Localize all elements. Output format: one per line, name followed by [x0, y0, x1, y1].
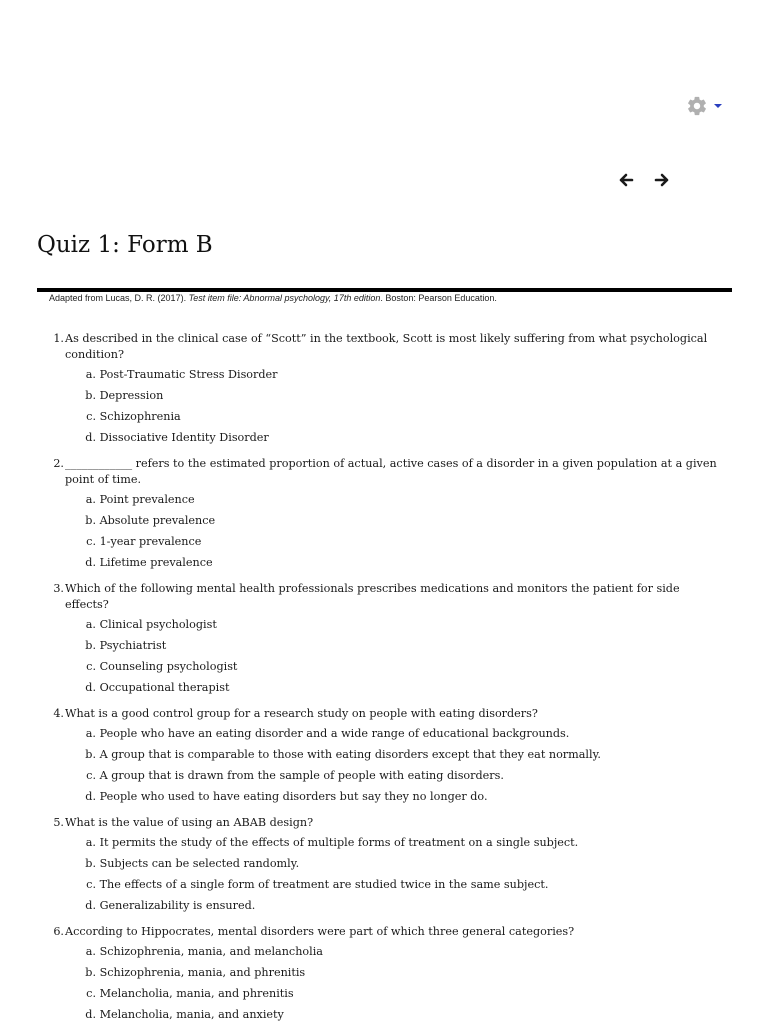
option-text: Melancholia, mania, and anxiety	[99, 1008, 284, 1021]
citation-title: Test item file: Abnormal psychology, 17th edition	[188, 293, 381, 303]
option-letter: b.	[85, 514, 96, 527]
question-number: 2.	[53, 457, 64, 470]
option-letter: b.	[85, 639, 96, 652]
option-letter: d.	[85, 431, 96, 444]
option-text: People who have an eating disorder and a wide range of educational backgrounds.	[99, 727, 570, 740]
question-text: Which of the following mental health professionals prescribes medications and monitors the patient for side effects?	[65, 582, 680, 611]
answer-option	[83, 430, 719, 451]
question-stem	[49, 581, 719, 613]
question-text: ____________ refers to the estimated proportion of actual, active cases of a disorder in a given population at a given point of time.	[65, 457, 717, 486]
question-number: 1.	[53, 332, 64, 345]
option-letter: a.	[85, 945, 96, 958]
answer-options	[83, 367, 719, 451]
answer-option	[83, 965, 719, 986]
option-letter: b.	[85, 389, 96, 402]
caret-down-icon	[714, 103, 722, 109]
question-list	[49, 331, 719, 1033]
page-navigation	[618, 172, 670, 188]
option-text: Depression	[99, 389, 164, 402]
answer-option	[83, 534, 719, 555]
answer-option	[83, 367, 719, 388]
answer-option	[83, 986, 719, 1007]
answer-options	[83, 492, 719, 576]
option-letter: c.	[86, 769, 96, 782]
question-number: 4.	[53, 707, 64, 720]
option-text: Psychiatrist	[99, 639, 167, 652]
option-text: Lifetime prevalence	[99, 556, 213, 569]
answer-option	[83, 513, 719, 534]
question-number: 6.	[53, 925, 64, 938]
answer-option	[83, 638, 719, 659]
answer-option	[83, 617, 719, 638]
option-text: Schizophrenia, mania, and phrenitis	[99, 966, 306, 979]
answer-option	[83, 726, 719, 747]
arrow-left-icon[interactable]	[618, 172, 634, 188]
answer-option	[83, 747, 719, 768]
option-letter: c.	[86, 660, 96, 673]
option-letter: d.	[85, 681, 96, 694]
option-letter: c.	[86, 535, 96, 548]
answer-option	[83, 789, 719, 810]
option-text: Absolute prevalence	[99, 514, 216, 527]
answer-option	[83, 555, 719, 576]
option-letter: c.	[86, 878, 96, 891]
question-stem	[49, 924, 719, 940]
option-letter: b.	[85, 966, 96, 979]
answer-options	[83, 835, 719, 919]
option-letter: c.	[86, 987, 96, 1000]
option-text: A group that is comparable to those with eating disorders except that they eat normally.	[99, 748, 601, 761]
answer-options	[83, 617, 719, 701]
option-text: Subjects can be selected randomly.	[99, 857, 300, 870]
option-letter: a.	[85, 368, 96, 381]
answer-option	[83, 835, 719, 856]
question-text: What is a good control group for a research study on people with eating disorders?	[65, 707, 538, 720]
option-letter: a.	[85, 493, 96, 506]
option-letter: c.	[86, 410, 96, 423]
option-text: Schizophrenia	[99, 410, 181, 423]
option-letter: d.	[85, 556, 96, 569]
answer-option	[83, 768, 719, 789]
question-item	[49, 331, 719, 451]
option-letter: d.	[85, 1008, 96, 1021]
gear-icon	[686, 95, 708, 117]
source-citation	[49, 292, 497, 304]
option-text: A group that is drawn from the sample of people with eating disorders.	[99, 769, 504, 782]
option-text: Melancholia, mania, and phrenitis	[99, 987, 294, 1000]
question-item	[49, 456, 719, 576]
question-number: 5.	[53, 816, 64, 829]
question-item	[49, 706, 719, 810]
answer-option	[83, 388, 719, 409]
question-item	[49, 581, 719, 701]
option-text: 1-year prevalence	[99, 535, 202, 548]
answer-option	[83, 492, 719, 513]
option-text: Clinical psychologist	[99, 618, 217, 631]
question-stem	[49, 456, 719, 488]
option-text: Counseling psychologist	[99, 660, 238, 673]
answer-option	[83, 856, 719, 877]
answer-options	[83, 944, 719, 1028]
answer-option	[83, 944, 719, 965]
option-letter: d.	[85, 899, 96, 912]
citation-prefix: Adapted from Lucas, D. R. (2017).	[49, 293, 189, 303]
answer-option	[83, 898, 719, 919]
question-number: 3.	[53, 582, 64, 595]
page-title: Quiz 1: Form B	[37, 232, 213, 258]
option-letter: a.	[85, 727, 96, 740]
question-stem	[49, 815, 719, 831]
option-letter: a.	[85, 618, 96, 631]
answer-option	[83, 877, 719, 898]
option-text: Point prevalence	[99, 493, 195, 506]
option-text: It permits the study of the effects of multiple forms of treatment on a single subject.	[99, 836, 579, 849]
option-letter: b.	[85, 748, 96, 761]
settings-menu-button[interactable]	[686, 95, 722, 117]
option-text: Dissociative Identity Disorder	[99, 431, 269, 444]
answer-option	[83, 680, 719, 701]
answer-option	[83, 659, 719, 680]
question-text: What is the value of using an ABAB design?	[65, 816, 314, 829]
option-text: People who used to have eating disorders but say they no longer do.	[99, 790, 488, 803]
option-text: Post-Traumatic Stress Disorder	[99, 368, 278, 381]
question-stem	[49, 706, 719, 722]
option-letter: a.	[85, 836, 96, 849]
question-item	[49, 815, 719, 919]
answer-options	[83, 726, 719, 810]
option-text: Occupational therapist	[99, 681, 230, 694]
answer-option	[83, 409, 719, 430]
question-text: According to Hippocrates, mental disorders were part of which three general categories?	[65, 925, 575, 938]
option-letter: b.	[85, 857, 96, 870]
option-text: Generalizability is ensured.	[99, 899, 256, 912]
question-text: As described in the clinical case of “Scott” in the textbook, Scott is most likely suffering from what psychological condition?	[65, 332, 708, 361]
option-text: The effects of a single form of treatment are studied twice in the same subject.	[99, 878, 549, 891]
arrow-right-icon[interactable]	[654, 172, 670, 188]
option-text: Schizophrenia, mania, and melancholia	[99, 945, 323, 958]
option-letter: d.	[85, 790, 96, 803]
question-item	[49, 924, 719, 1028]
citation-suffix: . Boston: Pearson Education.	[380, 293, 497, 303]
question-stem	[49, 331, 719, 363]
answer-option	[83, 1007, 719, 1028]
